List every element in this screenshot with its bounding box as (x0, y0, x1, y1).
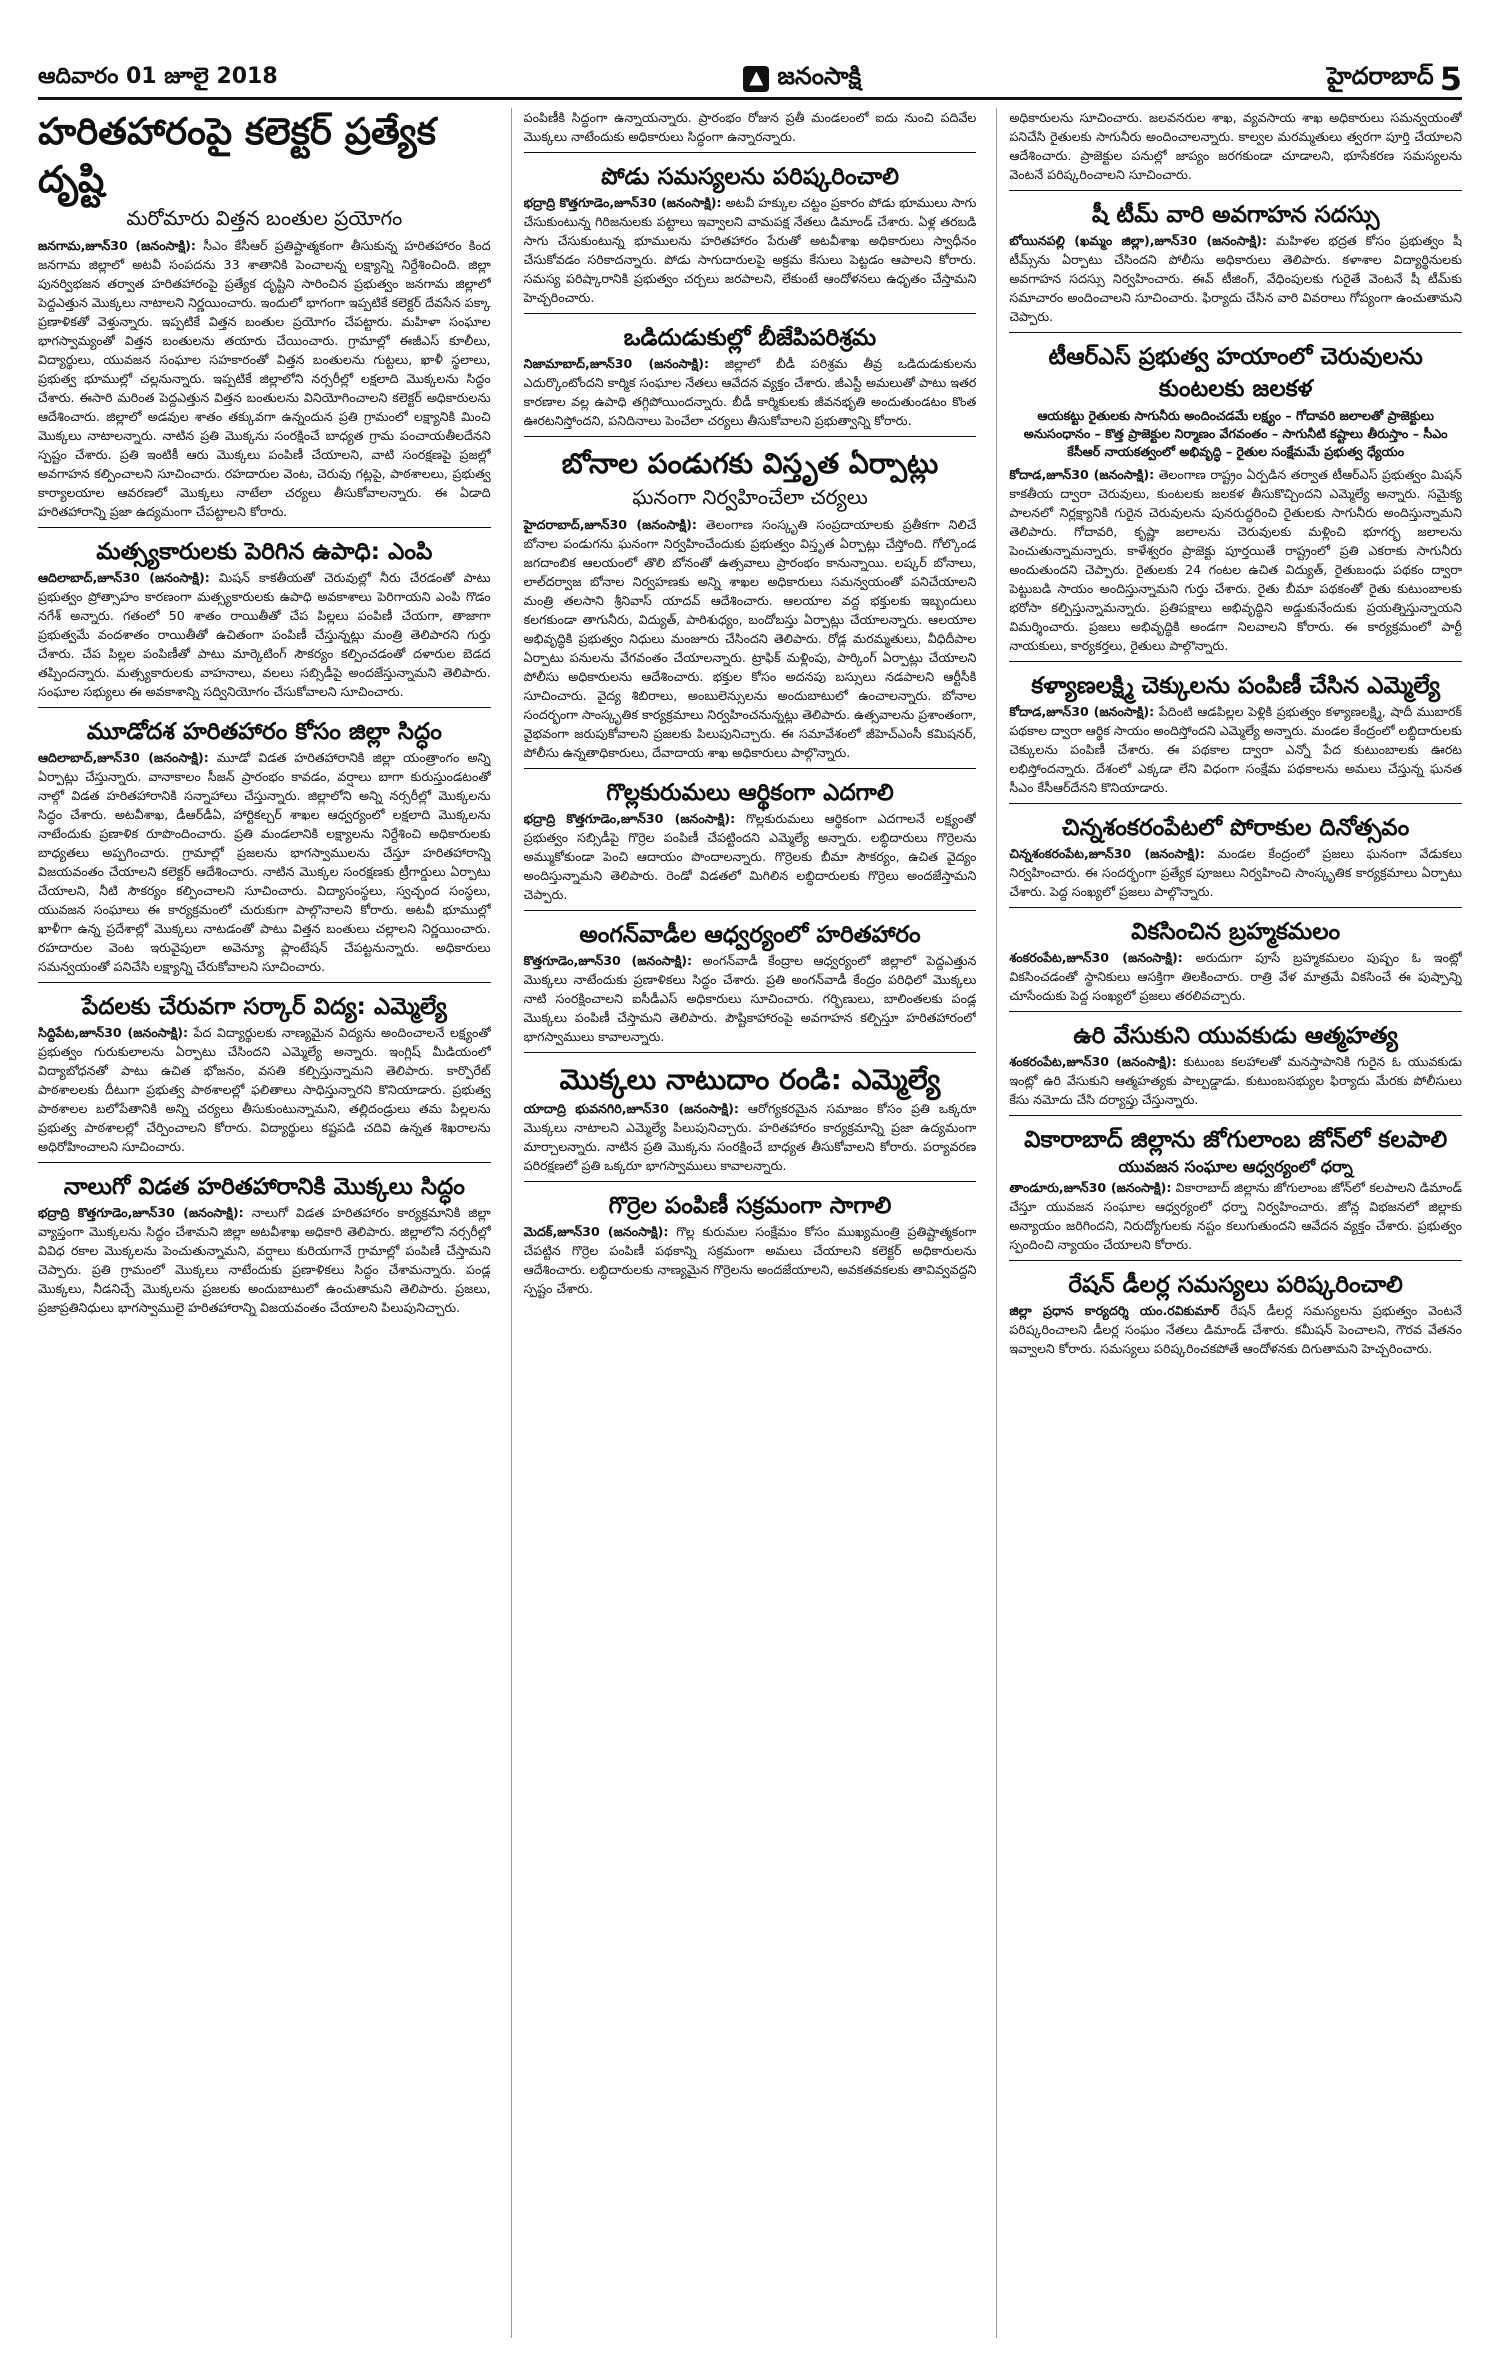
dateline: యాదాద్రి భువనగిరి,జూన్30 (జనంసాక్షి): (523, 1101, 739, 1116)
article-headline: మొక్కలు నాటుదాం రండి: ఎమ్మెల్యే (559, 1063, 941, 1096)
article-headline: వికారాబాద్ జిల్లాను జోగులాంబ జోన్‌లో కలపాలి (1024, 1127, 1448, 1153)
article-headline: ఉరి వేసుకుని యువకుడు ఆత్మహత్య (1073, 1023, 1398, 1049)
article-headline: గొల్లకురుమలు ఆర్థికంగా ఎదగాలి (606, 780, 894, 806)
article-body: తెలంగాణ సంస్కృతి సంప్రదాయాలకు ప్రతీకగా నిలిచే బోనాల పండుగను ఘనంగా నిర్వహించేందుకు ప్రభుత్వం విస్తృత ఏర్పాట్లు చేస్తోంది. గోల్కొండ జగదాంబిక ఆలయంలో తొలి బోనంతో ఉత్సవాలు ప్రారంభం కానున్నాయి. లష్కర్ బోనాలు, లాల్‌దర్వాజ బోనాల నిర్వహణకు అన్ని శాఖల అధికారులు సమన్వయంతో పనిచేయాలని మంత్రి తలసాని శ్రీనివాస్ యాదవ్ ఆదేశించారు. ఆలయాల వద్ద భక్తులకు ఇబ్బందులు కలగకుండా తాగునీరు, విద్యుత్, పారిశుధ్యం, బందోబస్తు ఏర్పాట్లు చేయాలన్నారు. ఆలయాల అభివృద్ధికి ప్రభుత్వం నిధులు మంజూరు చేసిందని తెలిపారు. రోడ్ల మరమ్మతులు, వీధిదీపాల ఏర్పాటు పనులను వేగవంతం చేయాలన్నారు. ట్రాఫిక్ మళ్లింపు, పార్కింగ్ ఏర్పాట్లు చేయాలని పోలీసు అధికారులను ఆదేశించారు. భక్తుల కోసం అదనపు బస్సులు నడపాలని ఆర్టీసీకి సూచించారు. వైద్య శిబిరాలు, అంబులెన్సులను అందుబాటులో ఉంచాలన్నారు. బోనాల సందర్భంగా సాంస్కృతిక కార్యక్రమాలు నిర్వహించనున్నట్లు తెలిపారు. ఉత్సవాలను ప్రశాంతంగా, వైభవంగా జరుపుకోవాలని ప్రజలకు పిలుపునిచ్చారు. ఈ సమావేశంలో జీహెచ్‌ఎంసీ కమిషనర్, పోలీసు ఉన్నతాధికారులు, దేవాదాయ శాఖ అధికారులు పాల్గొన్నారు. (523, 517, 977, 760)
dateline: మెదక్,జూన్30 (జనంసాక్షి): (523, 1224, 669, 1239)
article-headline: చిన్నశంకరంపేటలో పోరాకుల దినోత్సవం (1062, 815, 1410, 841)
article-headline: గొర్రెల పంపిణీ సక్రమంగా సాగాలి (608, 1193, 892, 1219)
dateline: కోదాడ,జూన్30 (జనంసాక్షి): (1009, 467, 1155, 482)
article-headline: అంగన్‌వాడీల ఆధ్వర్యంలో హరితహారం (579, 922, 921, 948)
article-body: జిల్లాలో బీడీ పరిశ్రమ తీవ్ర ఒడిదుడుకులను ఎదుర్కొంటోందని కార్మిక సంఘాల నేతలు ఆవేదన వ్యక్తం చేశారు. జీఎస్టీ అమలుతో పాటు ఇతర కారణాల వల్ల ఉపాధి తగ్గిపోయిందన్నారు. బీడీ కార్మికులకు జీవనభృతి అందుతుండటం కొంత ఊరటనిస్తోందని, పనిదినాలు పెంచేలా చర్యలు తీసుకోవాలని ప్రభుత్వాన్ని కోరారు. (523, 356, 977, 428)
article-headline: వికసించిన బ్రహ్మకమలం (1131, 919, 1341, 945)
dateline: భద్రాద్రి కొత్తగూడెం,జూన్30 (జనంసాక్షి): (523, 811, 736, 826)
article-body: అటవీ హక్కుల చట్టం ప్రకారం పోడు భూములు సాగు చేసుకుంటున్న గిరిజనులకు పట్టాలు ఇవ్వాలని వామపక్ష నేతలు డిమాండ్ చేశారు. ఏళ్ల తరబడి సాగు చేసుకుంటున్న భూములను హరితహారం పేరుతో అటవీశాఖ అధికారులు స్వాధీనం చేసుకోవడం సరికాదన్నారు. పోడు సాగుదారులపై అక్రమ కేసులు పెట్టడం ఆపాలని కోరారు. సమస్య పరిష్కారానికి ప్రభుత్వం చర్చలు జరపాలని, లేకుంటే ఆందోళనలు ఉధృతం చేస్తామని హెచ్చరించారు. (523, 195, 977, 305)
article-highlights: ఆయకట్టు రైతులకు సాగునీరు అందించడమే లక్ష్యం – గోదావరి జలాలతో ప్రాజెక్టులు అనుసంధానం – కొత్త ప్రాజెక్టుల నిర్మాణం వేగవంతం – సాగునీటి కష్టాలు తీరుస్తాం – సీఎం కేసీఆర్ నాయకత్వంలో అభివృద్ధి – రైతుల సంక్షేమమే ప్రభుత్వ ధ్యేయం (1023, 408, 1448, 459)
article-body: అరుదుగా పూసే బ్రహ్మకమలం పుష్పం ఓ ఇంట్లో వికసించడంతో స్థానికులు ఆసక్తిగా తిలకించారు. రాత్రి వేళ మాత్రమే వికసించే ఈ పుష్పాన్ని చూసేందుకు పెద్ద సంఖ్యలో ప్రజలు తరలివచ్చారు. (1009, 950, 1463, 1003)
column-3 (996, 108, 1462, 2338)
article-headline: కళ్యాణలక్ష్మి చెక్కులను పంపిణీ చేసిన ఎమ్మెల్యే (1031, 673, 1441, 699)
dateline: ఆదిలాబాద్,జూన్30 (జనంసాక్షి): (38, 750, 209, 765)
article-subheadline: యువజన సంఘాల ఆధ్వర్యంలో ధర్నా (1118, 1157, 1353, 1176)
dateline: తాండూరు,జూన్30 (జనంసాక్షి): (1009, 1180, 1172, 1195)
dateline: జనగామ,జూన్30 (జనంసాక్షి): (38, 238, 196, 253)
issue-date: ఆదివారం 01 జూలై 2018 (38, 63, 278, 89)
article-headline: ఒడిదుడుకుల్లో బీజేపిపరిశ్రమ (623, 325, 877, 351)
article-headline: పోడు సమస్యలను పరిష్కరించాలి (601, 164, 899, 190)
article-body: మిషన్ కాకతీయతో చెరువుల్లో నీరు చేరడంతో పాటు ప్రభుత్వం ప్రోత్సాహం కారణంగా మత్స్యకారులకు ఉపాధి అవకాశాలు పెరిగాయని ఎంపి గొడం నగేశ్ అన్నారు. గతంలో 50 శాతం రాయితీతో చేప పిల్లలు పంపిణీ చేయగా, తాజాగా ప్రభుత్వమే వందశాతం రాయితీతో ఉచితంగా పంపిణీ చేస్తున్నట్లు మంత్రి తెలిపారని గుర్తు చేశారు. చేప పిల్లల పంపిణీతో పాటు మార్కెటింగ్ సౌకర్యం కల్పించడంతో దళారుల బెడద తప్పిందన్నారు. మత్స్యకారులకు వాహనాలు, వలలు సబ్సిడీపై అందజేస్తున్నామని తెలిపారు. సంఘాల సభ్యులు ఈ అవకాశాన్ని సద్వినియోగం చేసుకోవాలని సూచించారు. (38, 570, 491, 699)
dateline: నిజామాబాద్,జూన్30 (జనంసాక్షి): (523, 356, 710, 371)
article-body: మూడో విడత హరితహారానికి జిల్లా యంత్రాంగం అన్ని ఏర్పాట్లు చేస్తున్నారు. వానాకాలం సీజన్ ప్రారంభం కావడం, వర్షాలు బాగా కురుస్తుండటంతో నాల్గో విడత హరితహారానికి సన్నాహాలు చేస్తున్నారు. జిల్లాలోని అన్ని నర్సరీల్లో మొక్కలను సిద్ధం చేశారు. అటవీశాఖ, డీఆర్‌డీఏ, హార్టికల్చర్ శాఖల ఆధ్వర్యంలో లక్షలాది మొక్కలను నాటేందుకు ప్రణాళిక రూపొందించారు. ప్రతి మండలానికి లక్ష్యాలను నిర్దేశించి అధికారులకు బాధ్యతలు అప్పగించారు. గ్రామాల్లో ప్రజలను భాగస్వాములను చేస్తూ హరితహారాన్ని విజయవంతం చేయాలని కలెక్టర్ ఆదేశించారు. నాటిన మొక్కల సంరక్షణకు ట్రీగార్డులు ఏర్పాటు చేయాలని, నీటి సౌకర్యం కల్పించాలని సూచించారు. విద్యాసంస్థలు, స్వచ్ఛంద సంస్థలు, యువజన సంఘాలు ఈ కార్యక్రమంలో చురుకుగా పాల్గొనాలని కోరారు. అటవీ భూముల్లో ఖాళీగా ఉన్న ప్రదేశాల్లో మొక్కలు నాటడంతో పాటు విత్తన బంతులు చల్లాలని నిర్ణయించారు. రహదారుల వెంట ఇరువైపులా అవెన్యూ ప్లాంటేషన్ చేపట్టనున్నారు. అధికారులు సమన్వయంతో పనిచేసి లక్ష్యాన్ని చేరుకోవాలని సూచించారు. (38, 750, 491, 974)
article-body: గొల్ల కురుమల సంక్షేమం కోసం ముఖ్యమంత్రి ప్రతిష్టాత్మకంగా చేపట్టిన గొర్రెల పంపిణీ పథకాన్ని సక్రమంగా అమలు చేయాలని కలెక్టర్ అధికారులను ఆదేశించారు. లబ్ధిదారులకు నాణ్యమైన గొర్రెలను అందజేయాలని, అవకతవకలకు తావివ్వవద్దని స్పష్టం చేశారు. (523, 1224, 977, 1296)
article-body: కుటుంబ కలహాలతో మనస్తాపానికి గురైన ఓ యువకుడు ఇంట్లో ఉరి వేసుకుని ఆత్మహత్యకు పాల్పడ్డాడు. కుటుంబసభ్యుల ఫిర్యాదు మేరకు పోలీసులు కేసు నమోదు చేసి దర్యాప్తు చేస్తున్నారు. (1009, 1054, 1463, 1107)
article-body: పంపిణీకి సిద్ధంగా ఉన్నాయన్నారు. ప్రారంభం రోజున ప్రతీ మండలంలో ఐదు నుంచి పదివేల మొక్కలు నాటేందుకు అధికారులు సిద్ధంగా ఉన్నారన్నారు. (523, 110, 977, 144)
dateline: భద్రాద్రి కొత్తగూడెం,జూన్30 (జనంసాక్షి): (38, 1205, 244, 1220)
article-body: మహిళల భద్రత కోసం ప్రభుత్వం షీ టీమ్స్‌ను ఏర్పాటు చేసిందని పోలీసు అధికారులు తెలిపారు. కళాశాల విద్యార్థినులకు అవగాహన సదస్సు నిర్వహించారు. ఈవ్ టీజింగ్, వేధింపులకు గురైతే వెంటనే షీ టీమ్‌కు సమాచారం అందించాలని సూచించారు. ఫిర్యాదు చేసిన వారి వివరాలు గోప్యంగా ఉంచుతామని చెప్పారు. (1009, 233, 1463, 324)
article-body: గొల్లకురుమలు ఆర్థికంగా ఎదగాలనే లక్ష్యంతో ప్రభుత్వం సబ్సిడీపై గొర్రెల పంపిణీ చేపట్టిందని ఎమ్మెల్యే అన్నారు. లబ్ధిదారులు గొర్రెలను అమ్ముకోకుండా పెంచి ఆదాయం పొందాలన్నారు. గొర్రెలకు బీమా సౌకర్యం, ఉచిత వైద్యం అందిస్తున్నామని తెలిపారు. రెండో విడతలో మిగిలిన లబ్ధిదారులకు గొర్రెలు అందజేస్తామని చెప్పారు. (523, 811, 977, 902)
dateline: జిల్లా ప్రధాన కార్యదర్శి యం.రవికుమార్ (1009, 1303, 1220, 1318)
article-body: తెలంగాణ రాష్ట్రం ఏర్పడిన తర్వాత టీఆర్‌ఎస్ ప్రభుత్వం మిషన్ కాకతీయ ద్వారా చెరువులు, కుంటలకు జలకళ తీసుకొచ్చిందని ఎమ్మెల్యే అన్నారు. సమైక్య పాలనలో నిర్లక్ష్యానికి గురైన చెరువులను పునరుద్ధరించి రైతులకు సాగునీరు అందిస్తున్నామని తెలిపారు. గోదావరి, కృష్ణా జలాలను చెరువులకు మళ్లించి భూగర్భ జలాలను పెంచుతున్నామన్నారు. కాళేశ్వరం ప్రాజెక్టు పూర్తయితే రాష్ట్రంలో ప్రతి ఎకరాకు సాగునీరు అందుతుందని చెప్పారు. రైతులకు 24 గంటల ఉచిత విద్యుత్, రైతుబంధు పథకం ద్వారా పెట్టుబడి సాయం అందిస్తున్నామని గుర్తు చేశారు. రైతు బీమా పథకంతో రైతు కుటుంబాలకు భరోసా కల్పిస్తున్నామన్నారు. ప్రతిపక్షాలు అభివృద్ధిని అడ్డుకునేందుకు ప్రయత్నిస్తున్నాయని విమర్శించారు. ప్రజలు అభివృద్ధికి అండగా నిలవాలని కోరారు. ఈ కార్యక్రమంలో పార్టీ నాయకులు, కార్యకర్తలు, రైతులు పాల్గొన్నారు. (1009, 467, 1463, 653)
dateline: కొత్తగూడెం,జూన్30 (జనంసాక్షి): (523, 953, 693, 968)
article-body: పేద విద్యార్థులకు నాణ్యమైన విద్యను అందించాలనే లక్ష్యంతో ప్రభుత్వం గురుకులాలను ఏర్పాటు చేసిందని ఎమ్మెల్యే అన్నారు. ఇంగ్లిష్ మీడియంలో విద్యాబోధనతో పాటు ఉచిత భోజనం, వసతి కల్పిస్తున్నామని తెలిపారు. కార్పొరేట్ పాఠశాలలకు దీటుగా ప్రభుత్వ పాఠశాలల్లో ఫలితాలు సాధిస్తున్నారని కొనియాడారు. ప్రభుత్వ పాఠశాలల బలోపేతానికి అన్ని చర్యలు తీసుకుంటున్నామని, తల్లిదండ్రులు తమ పిల్లలను ప్రభుత్వ పాఠశాలల్లో చేర్పించాలని కోరారు. విద్యార్థులు కష్టపడి చదివి ఉన్నత శిఖరాలను అధిరోహించాలని సూచించారు. (38, 1025, 491, 1154)
dateline: కోదాడ,జూన్30 (జనంసాక్షి): (1009, 704, 1155, 719)
article-body: వికారాబాద్ జిల్లాను జోగులాంబ జోన్‌లో కలపాలని డిమాండ్ చేస్తూ యువజన సంఘాల ఆధ్వర్యంలో ధర్నా నిర్వహించారు. జోన్ల విభజనలో జిల్లాకు అన్యాయం జరిగిందని, నిరుద్యోగులకు నష్టం కలుగుతుందని ఆవేదన వ్యక్తం చేశారు. ప్రభుత్వం స్పందించి న్యాయం చేయాలని కోరారు. (1009, 1180, 1463, 1252)
paper-logo (743, 62, 861, 96)
article-headline: బోనాల పండుగకు విస్తృత ఏర్పాట్లు (561, 447, 939, 480)
article-headline: టీఆర్‌ఎస్ ప్రభుత్వ హయాంలో చెరువులను కుంటలకు జలకళ (1048, 344, 1423, 402)
page-number: 5 (1439, 59, 1462, 98)
city-name: హైదరాబాద్ (1326, 61, 1434, 90)
dateline: చిన్నశంకరంపేట,జూన్30 (జనంసాక్షి): (1009, 846, 1205, 861)
article-columns (38, 108, 1462, 2338)
article-headline: పేదలకు చేరువగా సర్కార్ విద్య: ఎమ్మెల్యే (81, 994, 447, 1020)
article-body: మండల కేంద్రంలో ప్రజలు ఘనంగా వేడుకలు నిర్వహించారు. ఈ సందర్భంగా ప్రత్యేక పూజలు నిర్వహించి సాంస్కృతిక కార్యక్రమాలు ఏర్పాటు చేశారు. పెద్ద సంఖ్యలో ప్రజలు పాల్గొన్నారు. (1009, 846, 1463, 899)
dateline: సిద్దిపేట,జూన్30 (జనంసాక్షి): (38, 1025, 189, 1040)
masthead (38, 60, 1462, 100)
article-headline: నాలుగో విడత హరితహారానికి మొక్కలు సిద్ధం (63, 1174, 465, 1200)
page-info (1327, 60, 1462, 98)
main-subheadline: మరోమారు విత్తన బంతుల ప్రయోగం (126, 206, 403, 230)
article-body: అంగన్‌వాడీ కేంద్రాల ఆధ్వర్యంలో జిల్లాలో పెద్దఎత్తున మొక్కలు నాటేందుకు ప్రణాళికలు సిద్ధం చేశారు. ప్రతి అంగన్‌వాడీ కేంద్రం పరిధిలో మొక్కలు నాటి సంరక్షించాలని ఐసీడీఎస్ అధికారులు సూచించారు. గర్భిణులు, బాలింతలకు పండ్ల మొక్కలు పంపిణీ చేస్తామని తెలిపారు. పౌష్టికాహారంపై అవగాహన కల్పిస్తూ హరితహారంలో భాగస్వాములు కావాలన్నారు. (523, 953, 977, 1044)
column-2 (511, 108, 977, 2338)
article-body: నాలుగో విడత హరితహారం కార్యక్రమానికి జిల్లా వ్యాప్తంగా మొక్కలను సిద్ధం చేశామని జిల్లా అటవీశాఖ అధికారి తెలిపారు. జిల్లాలోని నర్సరీల్లో వివిధ రకాల మొక్కలను పెంచుతున్నామని, వర్షాలు కురియగానే గ్రామాల్లో పంపిణీ చేస్తామని చెప్పారు. ప్రతి గ్రామంలో మొక్కలు నాటేందుకు ప్రణాళికలు సిద్ధం చేశామన్నారు. పండ్ల మొక్కలు, నీడనిచ్చే మొక్కలను ప్రజలకు అందుబాటులో ఉంచుతామని తెలిపారు. ప్రజలు, ప్రజాప్రతినిధులు భాగస్వాములై హరితహారాన్ని విజయవంతం చేయాలని పిలుపునిచ్చారు. (38, 1205, 491, 1315)
dateline: శంకరంపేట,జూన్30 (జనంసాక్షి): (1009, 950, 1183, 965)
article-headline: మూడోదశ హరితహారం కోసం జిల్లా సిద్ధం (86, 719, 442, 745)
dateline: హైదరాబాద్,జూన్30 (జనంసాక్షి): (523, 517, 697, 532)
dateline: శంకరంపేట,జూన్30 (జనంసాక్షి): (1009, 1054, 1177, 1069)
article-body: సీఎం కేసీఆర్ ప్రతిష్టాత్మకంగా తీసుకున్న హరితహారం కింద జనగామ జిల్లాలో అటవీ సంపదను 33 శాతానికి పెంచాలన్న లక్ష్యాన్ని నిర్దేశించింది. జిల్లా పునర్విభజన తర్వాత హరితహారంపై ప్రత్యేక దృష్టిని సారించిన ప్రభుత్వం జనగామ జిల్లాలో పెద్దఎత్తున మొక్కలు నాటాలని నిర్ణయించారు. ఇందులో భాగంగా ఇప్పటికే కలెక్టర్ దేవసేన పక్కా ప్రణాళికతో వెళ్తున్నారు. ఇప్పటికే విత్తన బంతుల ప్రయోగం చేపట్టారు. మహిళా సంఘాల భాగస్వామ్యంతో విత్తన బంతులను తయారు చేయించారు. గ్రామాల్లో ఈజీఎస్ కూలీలు, విద్యార్థులు, యువజన సంఘాల సహకారంతో విత్తన బంతులను గుట్టలు, ఖాళీ స్థలాలు, ప్రభుత్వ భూముల్లో చల్లనున్నారు. ఇప్పటికే జిల్లాలోని నర్సరీల్లో లక్షలాది మొక్కలను సిద్ధం చేశారు. ఈసారి మరింత పెద్దఎత్తున విత్తన బంతులను వినియోగించాలని కలెక్టర్ అధికారులను ఆదేశించారు. జిల్లాలో అడవుల శాతం తక్కువగా ఉన్నందున ప్రతి గ్రామంలో లక్ష్యానికి మించి మొక్కలు నాటాలన్నారు. నాటిన ప్రతి మొక్కను సంరక్షించే బాధ్యత గ్రామ పంచాయతీలదేనని స్పష్టం చేశారు. ప్రతి ఇంటికీ ఆరు మొక్కలు పంపిణీ చేయాలని, వాటి సంరక్షణపై ప్రజల్లో అవగాహన కల్పించాలని సూచించారు. రహదారుల వెంట, చెరువు గట్లపై, పాఠశాలలు, ప్రభుత్వ కార్యాలయాల ఆవరణలో మొక్కలు నాటేలా చర్యలు తీసుకోవాలన్నారు. ఈ ఏడాది హరితహారాన్ని ప్రజా ఉద్యమంగా చేపట్టాలని కోరారు. (38, 238, 491, 519)
article-body: ఆరోగ్యకరమైన సమాజం కోసం ప్రతి ఒక్కరూ మొక్కలు నాటాలని ఎమ్మెల్యే పిలుపునిచ్చారు. హరితహారం కార్యక్రమాన్ని ప్రజా ఉద్యమంగా మార్చాలన్నారు. నాటిన ప్రతి మొక్కను సంరక్షించే బాధ్యత తీసుకోవాలని కోరారు. పర్యావరణ పరిరక్షణలో ప్రతి ఒక్కరూ భాగస్వాములు కావాలన్నారు. (523, 1101, 977, 1173)
main-headline: హరితహారంపై కలెక్టర్ ప్రత్యేక దృష్టి (38, 110, 436, 201)
article-body: పేదింటి ఆడపిల్లల పెళ్లికి ప్రభుత్వం కళ్యాణలక్ష్మి, షాదీ ముబారక్ పథకాల ద్వారా ఆర్థిక సాయం అందిస్తోందని ఎమ్మెల్యే అన్నారు. మండల కేంద్రంలో లబ్ధిదారులకు చెక్కులను పంపిణీ చేశారు. ఈ పథకాల ద్వారా ఎన్నో పేద కుటుంబాలకు ఊరట లభిస్తోందన్నారు. దేశంలో ఎక్కడా లేని విధంగా సంక్షేమ పథకాలను అమలు చేస్తున్న ఘనత సీఎం కేసీఆర్‌దేనని కొనియాడారు. (1009, 704, 1463, 795)
dateline: బోయినపల్లి (ఖమ్మం జిల్లా),జూన్30 (జనంసాక్షి): (1009, 233, 1267, 248)
article-body: అధికారులను సూచించారు. జలవనరుల శాఖ, వ్యవసాయ శాఖ అధికారులు సమన్వయంతో పనిచేసి రైతులకు సాగునీరు అందించాలన్నారు. కాల్వల మరమ్మతులు త్వరగా పూర్తి చేయాలని ఆదేశించారు. ప్రాజెక్టుల పనుల్లో జాప్యం జరగకుండా చూడాలని, భూసేకరణ సమస్యలను వెంటనే పరిష్కరించాలని సూచించారు. (1009, 110, 1463, 182)
dateline: భద్రాద్రి కొత్తగూడెం,జూన్30 (జనంసాక్షి): (523, 195, 722, 210)
article-headline: రేషన్ డీలర్ల సమస్యలు పరిష్కరించాలి (1068, 1272, 1403, 1298)
logo-icon (743, 66, 769, 92)
article-body: రేషన్ డీలర్ల సమస్యలను ప్రభుత్వం వెంటనే పరిష్కరించాలని డీలర్ల సంఘం నేతలు డిమాండ్ చేశారు. కమీషన్ పెంచాలని, గౌరవ వేతనం ఇవ్వాలని కోరారు. సమస్యలు పరిష్కరించకపోతే ఆందోళనకు దిగుతామని హెచ్చరించారు. (1009, 1303, 1463, 1356)
article-subheadline: ఘనంగా నిర్వహించేలా చర్యలు (632, 485, 868, 509)
paper-name: జనంసాక్షి (777, 61, 862, 90)
article-headline: షీ టీమ్ వారి అవగాహన సదస్సు (1091, 202, 1380, 228)
dateline: ఆదిలాబాద్,జూన్30 (జనంసాక్షి): (38, 570, 210, 585)
column-1 (38, 108, 491, 2338)
article-headline: మత్స్యకారులకు పెరిగిన ఉపాధి: ఎంపి (96, 539, 433, 565)
